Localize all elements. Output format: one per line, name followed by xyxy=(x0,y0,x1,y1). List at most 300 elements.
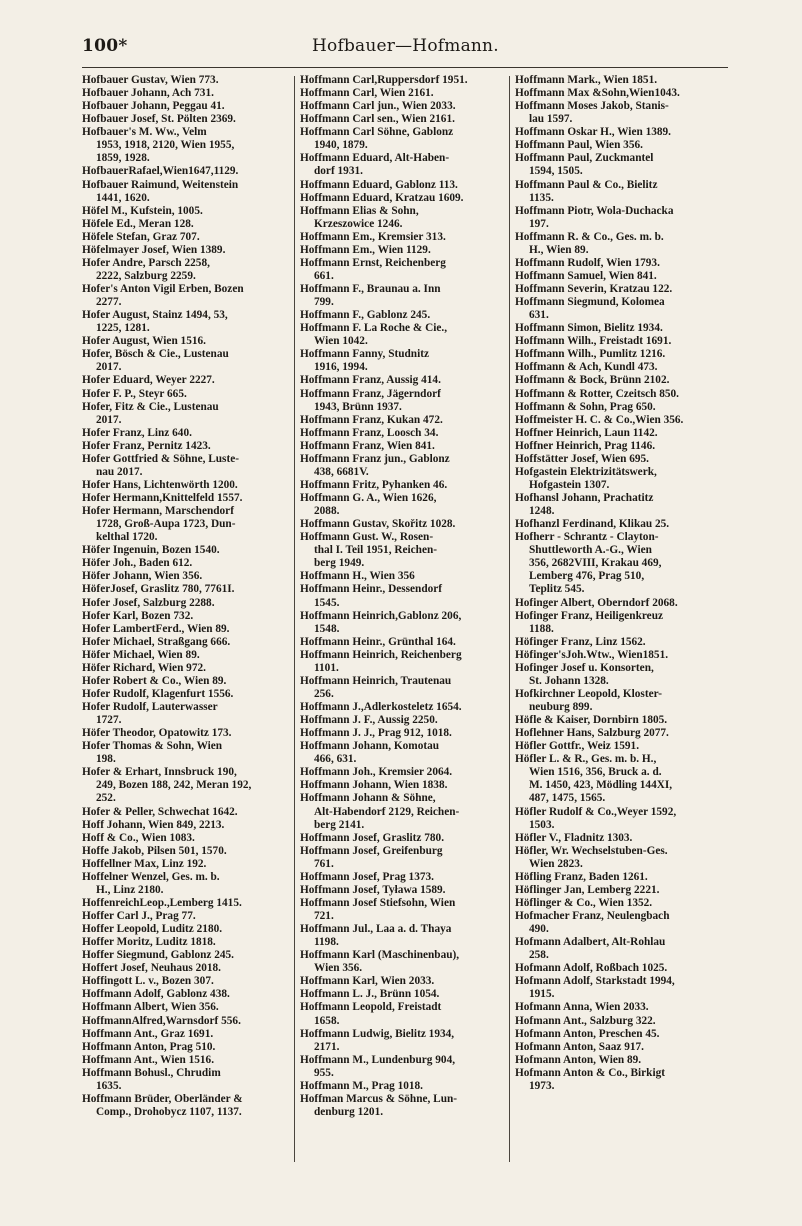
directory-entry xyxy=(515,1028,723,1041)
entry-name-line: Höfinger Franz, Linz 1562. xyxy=(515,635,646,648)
directory-entry xyxy=(82,348,290,374)
entry-continuation-line: nau 2017. xyxy=(96,465,143,478)
entry-name-line: Hoffmann & Bock, Brünn 2102. xyxy=(515,374,670,387)
entry-name-line: Hofhansl Johann, Prachatitz xyxy=(515,492,654,504)
directory-entry xyxy=(515,179,723,205)
directory-entry xyxy=(300,518,508,531)
entry-name-line: Hoffmann Josef, Graslitz 780. xyxy=(300,831,445,844)
entry-name-line: Hoffmann Adolf, Gablonz 438. xyxy=(82,988,230,1001)
entry-continuation-line: Hofgastein 1307. xyxy=(529,478,610,491)
directory-entry xyxy=(82,675,290,688)
entry-name-line: Hofer Karl, Bozen 732. xyxy=(82,609,194,622)
entry-continuation-line: M. 1450, 423, Mödling 144XI, xyxy=(529,779,673,792)
directory-entry xyxy=(300,871,508,884)
directory-entry xyxy=(82,636,290,649)
directory-entry xyxy=(82,897,290,910)
directory-entry xyxy=(82,832,290,845)
entry-continuation-line: 761. xyxy=(314,857,334,870)
directory-entry xyxy=(82,975,290,988)
entry-continuation-line: 1727. xyxy=(96,714,122,727)
directory-entry xyxy=(300,1093,508,1119)
entry-name-line: HoffmannAlfred,Warnsdorf 556. xyxy=(82,1014,241,1027)
entry-continuation-line: Wien 356. xyxy=(314,962,363,975)
entry-name-line: Hofinger Josef u. Konsorten, xyxy=(515,661,654,674)
directory-entry xyxy=(515,205,723,231)
entry-name-line: Hoffmann Johann, Wien 1838. xyxy=(300,779,448,792)
entry-continuation-line: neuburg 899. xyxy=(529,701,593,713)
entry-name-line: Hofbauer Gustav, Wien 773. xyxy=(82,74,219,86)
directory-entry xyxy=(300,74,508,87)
entry-name-line: Hoffmann Wilh., Freistadt 1691. xyxy=(515,335,672,348)
entry-name-line: Hofer Eduard, Weyer 2227. xyxy=(82,374,215,387)
directory-entry xyxy=(515,296,723,322)
entry-name-line: Hoffmann Ant., Wien 1516. xyxy=(82,1053,215,1066)
directory-entry xyxy=(300,100,508,113)
directory-entry xyxy=(300,636,508,649)
directory-entry xyxy=(515,361,723,374)
entry-continuation-line: 1915. xyxy=(529,988,555,1001)
entry-name-line: Hoffer Moritz, Luditz 1818. xyxy=(82,936,216,949)
entry-continuation-line: 252. xyxy=(96,792,116,805)
entry-continuation-line: 631. xyxy=(529,309,549,322)
entry-continuation-line: 2222, Salzburg 2259. xyxy=(96,269,196,282)
entry-name-line: Hofmann Ant., Salzburg 322. xyxy=(515,1014,656,1027)
directory-entry xyxy=(300,884,508,897)
entry-name-line: Höfler, Wr. Wechselstuben-Ges. xyxy=(515,844,668,857)
entry-name-line: Hoffmann Bohusl., Chrudim xyxy=(82,1066,221,1079)
entry-continuation-line: 1973. xyxy=(529,1079,555,1092)
directory-entry xyxy=(82,988,290,1001)
entry-name-line: Hoffmann Carl, Wien 2161. xyxy=(300,87,434,100)
directory-entry xyxy=(300,531,508,570)
entry-name-line: Hoffmann Brüder, Oberländer & xyxy=(82,1092,243,1105)
entry-name-line: Hoffmann M., Prag 1018. xyxy=(300,1079,423,1092)
entry-continuation-line: 2277. xyxy=(96,296,122,309)
entry-name-line: Hofkirchner Leopold, Kloster- xyxy=(515,687,662,700)
entry-name-line: Hoflehner Hans, Salzburg 2077. xyxy=(515,727,669,740)
entry-name-line: Hoffmann & Rotter, Czeitsch 850. xyxy=(515,387,679,400)
entry-name-line: Hoffmann Joh., Kremsier 2064. xyxy=(300,766,453,779)
entry-name-line: HoffenreichLeop.,Lemberg 1415. xyxy=(82,896,242,909)
entry-name-line: Hoffmann Leopold, Freistadt xyxy=(300,1001,442,1014)
directory-entry xyxy=(82,1093,290,1119)
entry-name-line: Hoffmann Carl Söhne, Gablonz xyxy=(300,126,454,139)
entry-name-line: Hoffer Carl J., Prag 77. xyxy=(82,910,196,922)
entry-continuation-line: Shuttleworth A.-G., Wien xyxy=(529,544,652,557)
entry-name-line: Hoffmann Rudolf, Wien 1793. xyxy=(515,256,660,269)
entry-name-line: Hoffmann Franz jun., Gablonz xyxy=(300,452,450,465)
entry-name-line: Hoffmann Albert, Wien 356. xyxy=(82,1001,219,1014)
directory-entry xyxy=(82,1028,290,1041)
entry-continuation-line: Wien 1042. xyxy=(314,335,368,348)
entry-continuation-line: 2088. xyxy=(314,505,340,518)
directory-entry xyxy=(515,975,723,1001)
directory-entry xyxy=(82,427,290,440)
entry-name-line: Hofer Rudolf, Klagenfurt 1556. xyxy=(82,687,234,700)
entry-name-line: Hoffmann Ludwig, Bielitz 1934, xyxy=(300,1027,455,1040)
directory-entry xyxy=(82,165,290,178)
directory-entry xyxy=(300,322,508,348)
entry-name-line: Hoffmann Franz, Aussig 414. xyxy=(300,374,441,387)
directory-entry xyxy=(515,897,723,910)
directory-entry xyxy=(82,923,290,936)
entry-continuation-line: 487, 1475, 1565. xyxy=(529,792,606,805)
entry-continuation-line: 438, 6681V. xyxy=(314,465,369,478)
entry-name-line: Hofbauer's M. Ww., Velm xyxy=(82,126,207,139)
directory-entry xyxy=(82,479,290,492)
header-rule xyxy=(82,67,728,68)
directory-entry xyxy=(82,1067,290,1093)
entry-name-line: Höfinger'sJoh.Wtw., Wien1851. xyxy=(515,648,669,661)
directory-entry xyxy=(300,126,508,152)
entry-name-line: Hofer Hermann, Marschendorf xyxy=(82,505,234,518)
entry-continuation-line: 1635. xyxy=(96,1079,122,1092)
entry-continuation-line: H., Wien 89. xyxy=(529,243,589,256)
directory-entry xyxy=(515,492,723,518)
directory-entry xyxy=(300,1028,508,1054)
entry-name-line: Hoffmann Ant., Graz 1691. xyxy=(82,1027,214,1040)
directory-entry xyxy=(300,714,508,727)
entry-continuation-line: Comp., Drohobycz 1107, 1137. xyxy=(96,1105,242,1118)
directory-entry xyxy=(82,257,290,283)
entry-name-line: Hoffmann Moses Jakob, Stanis- xyxy=(515,100,669,113)
directory-entry xyxy=(300,231,508,244)
entry-name-line: Hoffmann Karl, Wien 2033. xyxy=(300,975,435,988)
entry-name-line: Hofer, Bösch & Cie., Lustenau xyxy=(82,348,229,361)
directory-entry xyxy=(300,727,508,740)
entry-name-line: Hofmann Anna, Wien 2033. xyxy=(515,1001,649,1014)
entry-name-line: Hofer Josef, Salzburg 2288. xyxy=(82,596,215,609)
entry-name-line: Hoffmann Em., Wien 1129. xyxy=(300,243,431,256)
entry-continuation-line: Wien 2823. xyxy=(529,857,583,870)
entry-continuation-line: 1545. xyxy=(314,596,340,609)
directory-entry xyxy=(300,283,508,309)
column-2 xyxy=(300,74,508,1119)
entry-name-line: Hoffmann F., Braunau a. Inn xyxy=(300,283,441,295)
entry-continuation-line: 955. xyxy=(314,1066,334,1079)
entry-continuation-line: 1225, 1281. xyxy=(96,322,150,335)
entry-name-line: Hoffmann Josef, Tyława 1589. xyxy=(300,883,446,896)
directory-entry xyxy=(300,492,508,518)
directory-entry xyxy=(82,401,290,427)
entry-name-line: Hoffelner Wenzel, Ges. m. b. xyxy=(82,870,220,883)
directory-entry xyxy=(515,466,723,492)
entry-continuation-line: kelthal 1720. xyxy=(96,531,158,544)
directory-entry xyxy=(515,714,723,727)
entry-name-line: Höfel M., Kufstein, 1005. xyxy=(82,204,203,217)
directory-entry xyxy=(82,126,290,165)
entry-name-line: Hoffmann Heinr., Dessendorf xyxy=(300,583,443,596)
entry-name-line: Höfler V., Fladnitz 1303. xyxy=(515,831,633,844)
entry-name-line: Hoffner Heinrich, Prag 1146. xyxy=(515,439,656,452)
entry-continuation-line: 1859, 1928. xyxy=(96,152,150,165)
entry-name-line: Hoffingott L. v., Bozen 307. xyxy=(82,975,214,988)
directory-entry xyxy=(82,766,290,805)
page-number: 100* xyxy=(82,36,128,56)
entry-name-line: Hofherr - Schrantz - Clayton- xyxy=(515,531,659,544)
entry-continuation-line: 1135. xyxy=(529,191,554,204)
directory-entry xyxy=(82,179,290,205)
entry-name-line: Hoffmann R. & Co., Ges. m. b. xyxy=(515,230,664,243)
entry-name-line: Hoffer Siegmund, Gablonz 245. xyxy=(82,949,234,962)
directory-entry xyxy=(82,374,290,387)
entry-continuation-line: 1548. xyxy=(314,622,340,635)
directory-entry xyxy=(515,100,723,126)
directory-entry xyxy=(515,688,723,714)
directory-entry xyxy=(515,374,723,387)
entry-name-line: Höflinger Jan, Lemberg 2221. xyxy=(515,883,660,896)
directory-entry xyxy=(300,152,508,178)
directory-entry xyxy=(82,544,290,557)
entry-name-line: Hoffmann Franz, Loosch 34. xyxy=(300,426,439,439)
directory-entry xyxy=(515,753,723,805)
entry-name-line: Hofer Gottfried & Söhne, Luste- xyxy=(82,452,239,465)
entry-name-line: Höfer Michael, Wien 89. xyxy=(82,648,200,661)
directory-entry xyxy=(82,1015,290,1028)
entry-name-line: Hofmann Anton, Saaz 917. xyxy=(515,1040,644,1053)
directory-entry xyxy=(300,192,508,205)
directory-entry xyxy=(82,570,290,583)
entry-name-line: Hofbauer Johann, Peggau 41. xyxy=(82,100,225,113)
directory-entry xyxy=(515,270,723,283)
entry-name-line: Hoffmann Samuel, Wien 841. xyxy=(515,269,657,282)
directory-entry xyxy=(82,74,290,87)
directory-entry xyxy=(82,205,290,218)
entry-continuation-line: 1248. xyxy=(529,505,555,518)
directory-entry xyxy=(515,1054,723,1067)
directory-entry xyxy=(82,688,290,701)
directory-entry xyxy=(300,87,508,100)
entry-continuation-line: 2017. xyxy=(96,413,122,426)
directory-entry xyxy=(515,727,723,740)
directory-entry xyxy=(300,1001,508,1027)
entry-name-line: Hoffmann Johann & Söhne, xyxy=(300,792,436,805)
directory-entry xyxy=(300,897,508,923)
directory-entry xyxy=(515,1015,723,1028)
directory-entry xyxy=(82,819,290,832)
entry-continuation-line: Alt-Habendorf 2129, Reichen- xyxy=(314,805,460,818)
entry-name-line: Hofer F. P., Steyr 665. xyxy=(82,387,187,400)
entry-name-line: Hoffmann Anton, Prag 510. xyxy=(82,1040,216,1053)
entry-name-line: Hofer Hans, Lichtenwörth 1200. xyxy=(82,478,238,491)
directory-entry xyxy=(82,113,290,126)
entry-name-line: Hoffmann Heinrich, Reichenberg xyxy=(300,648,462,661)
directory-entry xyxy=(82,1054,290,1067)
directory-entry xyxy=(82,623,290,636)
entry-name-line: Höfler L. & R., Ges. m. b. H., xyxy=(515,753,657,766)
directory-entry xyxy=(82,806,290,819)
entry-name-line: Hoffmann Gustav, Skořitz 1028. xyxy=(300,518,456,531)
entry-continuation-line: 1188. xyxy=(529,622,554,635)
directory-entry xyxy=(300,740,508,766)
directory-entry xyxy=(515,636,723,649)
entry-name-line: Hoffmann & Ach, Kundl 473. xyxy=(515,361,658,374)
entry-name-line: Hofmann Anton, Wien 89. xyxy=(515,1053,642,1066)
entry-name-line: Hoffmann Franz, Kukan 472. xyxy=(300,413,443,426)
entry-name-line: Hoffmann F., Gablonz 245. xyxy=(300,309,431,322)
directory-entry xyxy=(300,179,508,192)
entry-name-line: Hofhanzl Ferdinand, Klikau 25. xyxy=(515,518,670,531)
entry-name-line: Hofmann Anton, Preschen 45. xyxy=(515,1027,660,1040)
entry-name-line: Hoffmann M., Lundenburg 904, xyxy=(300,1053,456,1066)
directory-entry xyxy=(82,701,290,727)
entry-name-line: Hoffmann Oskar H., Wien 1389. xyxy=(515,126,671,139)
entry-name-line: Hoffmann L. J., Brünn 1054. xyxy=(300,988,440,1001)
entry-continuation-line: 1503. xyxy=(529,818,555,831)
directory-entry xyxy=(82,283,290,309)
entry-name-line: Hoffmann Paul & Co., Bielitz xyxy=(515,178,658,191)
entry-continuation-line: St. Johann 1328. xyxy=(529,674,609,687)
entry-name-line: Hoffert Josef, Neuhaus 2018. xyxy=(82,962,221,975)
directory-entry xyxy=(515,348,723,361)
entry-name-line: Hoffmann Elias & Sohn, xyxy=(300,204,419,217)
entry-name-line: Hofer Robert & Co., Wien 89. xyxy=(82,674,227,687)
entry-continuation-line: lau 1597. xyxy=(529,113,573,126)
entry-name-line: Höfling Franz, Baden 1261. xyxy=(515,870,648,883)
directory-entry xyxy=(515,936,723,962)
directory-entry xyxy=(300,649,508,675)
entry-continuation-line: Teplitz 545. xyxy=(529,583,585,596)
entry-name-line: Hoffmann Josef, Prag 1373. xyxy=(300,870,434,883)
entry-name-line: Hoffmann Severin, Kratzau 122. xyxy=(515,283,673,295)
directory-entry xyxy=(300,479,508,492)
directory-entry xyxy=(300,845,508,871)
directory-entry xyxy=(300,975,508,988)
entry-name-line: Hofer August, Wien 1516. xyxy=(82,335,206,348)
entry-name-line: Hoffmann Josef, Greifenburg xyxy=(300,844,443,857)
entry-name-line: Hoffmann Carl sen., Wien 2161. xyxy=(300,113,455,126)
entry-name-line: Hofinger Albert, Oberndorf 2068. xyxy=(515,596,678,609)
entry-name-line: Höfer Ingenuin, Bozen 1540. xyxy=(82,544,220,557)
entry-name-line: Hofer's Anton Vigil Erben, Bozen xyxy=(82,283,244,295)
directory-entry xyxy=(82,231,290,244)
directory-entry xyxy=(300,675,508,701)
directory-entry xyxy=(300,792,508,831)
entry-continuation-line: 721. xyxy=(314,910,334,922)
entry-name-line: Höfelmayer Josef, Wien 1389. xyxy=(82,243,226,256)
entry-name-line: Hofbauer Johann, Ach 731. xyxy=(82,87,214,100)
directory-entry xyxy=(82,453,290,479)
entry-continuation-line: 249, Bozen 188, 242, Meran 192, xyxy=(96,779,252,792)
entry-continuation-line: 1953, 1918, 2120, Wien 1955, xyxy=(96,139,235,152)
entry-name-line: Hofer & Peller, Schwechat 1642. xyxy=(82,805,238,818)
running-title: Hofbauer—Hofmann. xyxy=(312,36,499,56)
directory-entry xyxy=(82,649,290,662)
entry-name-line: Hofer Andre, Parsch 2258, xyxy=(82,256,210,269)
directory-entry xyxy=(300,949,508,975)
directory-entry xyxy=(515,322,723,335)
entry-name-line: Hoffellner Max, Linz 192. xyxy=(82,857,207,870)
entry-continuation-line: 1940, 1879. xyxy=(314,139,368,152)
entry-name-line: Hoffmann Franz, Jägerndorf xyxy=(300,387,441,400)
entry-name-line: Hoffe Jakob, Pilsen 501, 1570. xyxy=(82,844,227,857)
directory-entry xyxy=(300,414,508,427)
directory-entry xyxy=(515,962,723,975)
directory-entry xyxy=(515,832,723,845)
entry-name-line: Hoffmann Karl (Maschinenbau), xyxy=(300,949,460,962)
directory-entry xyxy=(82,244,290,257)
entry-name-line: Hoffmann Eduard, Gablonz 113. xyxy=(300,178,458,191)
entry-name-line: Hofer Rudolf, Lauterwasser xyxy=(82,701,218,713)
directory-entry xyxy=(515,335,723,348)
directory-entry xyxy=(82,845,290,858)
entry-name-line: Hoffmann Wilh., Pumlitz 1216. xyxy=(515,348,666,361)
directory-entry xyxy=(300,427,508,440)
entry-name-line: Hoffmann Gust. W., Rosen- xyxy=(300,531,434,544)
entry-name-line: Hofer Franz, Pernitz 1423. xyxy=(82,439,211,452)
directory-entry xyxy=(515,597,723,610)
entry-name-line: Höfer Richard, Wien 972. xyxy=(82,661,206,674)
entry-name-line: Höfer Joh., Baden 612. xyxy=(82,557,193,570)
entry-continuation-line: 356, 2682VIII, Krakau 469, xyxy=(529,557,662,570)
entry-name-line: Hoffmann Paul, Wien 356. xyxy=(515,139,643,152)
directory-entry xyxy=(515,649,723,662)
entry-name-line: Hoffmann Carl,Ruppersdorf 1951. xyxy=(300,74,468,86)
directory-entry xyxy=(515,531,723,596)
column-divider-2 xyxy=(509,76,510,1162)
directory-entry xyxy=(300,1080,508,1093)
entry-name-line: Hoffner Heinrich, Laun 1142. xyxy=(515,426,658,439)
entry-continuation-line: 1198. xyxy=(314,936,339,949)
directory-entry xyxy=(82,335,290,348)
directory-entry xyxy=(82,962,290,975)
directory-entry xyxy=(515,806,723,832)
directory-entry xyxy=(300,779,508,792)
directory-entry xyxy=(515,740,723,753)
entry-name-line: Höfele Ed., Meran 128. xyxy=(82,217,194,230)
directory-entry xyxy=(82,388,290,401)
directory-entry xyxy=(515,126,723,139)
entry-continuation-line: Krzeszowice 1246. xyxy=(314,217,403,230)
entry-name-line: Hofer August, Stainz 1494, 53, xyxy=(82,309,228,322)
directory-entry xyxy=(515,283,723,296)
entry-continuation-line: 1441, 1620. xyxy=(96,191,150,204)
entry-continuation-line: Wien 1516, 356, Bruck a. d. xyxy=(529,766,662,779)
directory-entry xyxy=(82,871,290,897)
entry-name-line: Hofmann Adalbert, Alt-Rohlau xyxy=(515,936,666,949)
column-1 xyxy=(82,74,290,1119)
directory-entry xyxy=(515,401,723,414)
entry-name-line: Hofmann Adolf, Roßbach 1025. xyxy=(515,962,668,975)
entry-name-line: Hofinger Franz, Heiligenkreuz xyxy=(515,609,663,622)
entry-name-line: Hoffmann Piotr, Wola-Duchacka xyxy=(515,204,674,217)
directory-entry xyxy=(82,492,290,505)
entry-name-line: Hoffmann J. F., Aussig 2250. xyxy=(300,714,438,727)
entry-name-line: Hoffmann & Sohn, Prag 650. xyxy=(515,400,656,413)
entry-name-line: Hofmann Adolf, Starkstadt 1994, xyxy=(515,975,675,988)
directory-entry xyxy=(300,388,508,414)
column-divider-1 xyxy=(294,76,295,1162)
directory-entry xyxy=(82,218,290,231)
entry-continuation-line: 1916, 1994. xyxy=(314,361,368,374)
entry-name-line: Hofbauer Josef, St. Pölten 2369. xyxy=(82,113,236,126)
entry-continuation-line: 258. xyxy=(529,949,549,962)
entry-continuation-line: denburg 1201. xyxy=(314,1105,384,1118)
directory-entry xyxy=(82,949,290,962)
directory-entry xyxy=(515,87,723,100)
directory-entry xyxy=(515,231,723,257)
entry-name-line: Hoffmann F. La Roche & Cie., xyxy=(300,322,448,335)
directory-entry xyxy=(300,257,508,283)
directory-entry xyxy=(300,244,508,257)
directory-entry xyxy=(82,583,290,596)
directory-entry xyxy=(515,139,723,152)
entry-continuation-line: berg 1949. xyxy=(314,557,365,570)
entry-name-line: Höflinger & Co., Wien 1352. xyxy=(515,896,653,909)
entry-name-line: Hofer Franz, Linz 640. xyxy=(82,426,192,439)
directory-entry xyxy=(515,440,723,453)
directory-entry xyxy=(300,610,508,636)
